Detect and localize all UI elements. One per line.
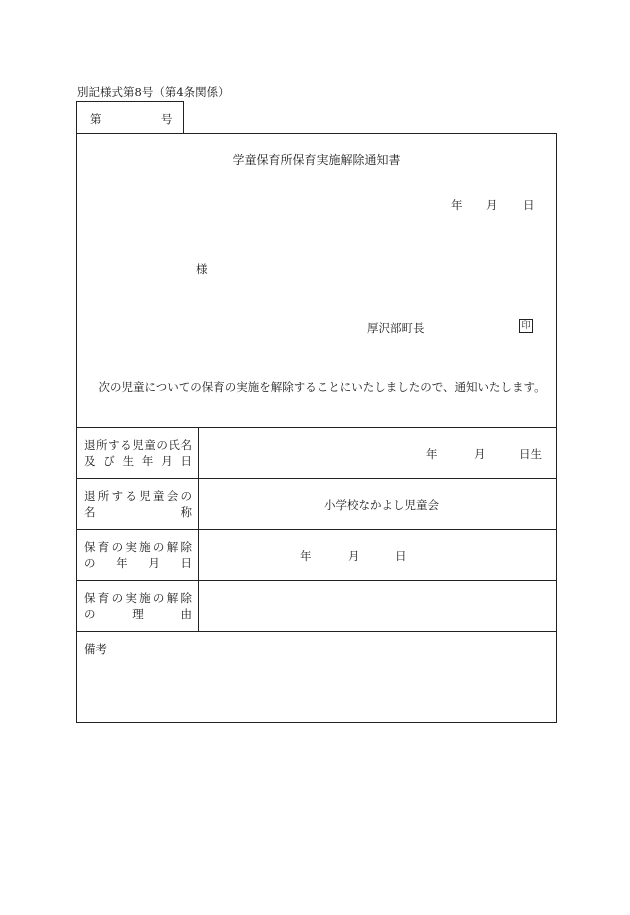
notice-form <box>76 133 557 723</box>
row-label-line2: 及び生年月日 <box>84 454 192 468</box>
row-label-line1: 退所する児童会の <box>84 489 192 503</box>
document-title: 学童保育所保育実施解除通知書 <box>232 153 401 167</box>
row-label-line2: の理由 <box>84 607 192 621</box>
row-label-line1: 保育の実施の解除 <box>84 540 192 554</box>
birth-month: 月 <box>474 447 486 461</box>
row-label <box>77 428 199 478</box>
table-row-child-name <box>77 427 556 478</box>
row-label-line1: 保育の実施の解除 <box>84 591 192 605</box>
release-day: 日 <box>395 549 407 563</box>
birthdate-field <box>199 428 556 478</box>
number-prefix: 第 <box>90 112 102 126</box>
seal-mark: 印 <box>519 319 533 333</box>
document-number-box <box>76 101 184 134</box>
table-row-release-date <box>77 529 556 580</box>
addressee-honorific: 様 <box>196 262 208 276</box>
release-year: 年 <box>300 549 312 563</box>
notice-body: 次の児童についての保育の実施を解除することにいたしましたので、通知いたします。 <box>98 380 546 394</box>
row-label <box>77 581 199 631</box>
release-reason-field <box>199 581 556 631</box>
date-month: 月 <box>486 198 498 212</box>
birth-year: 年 <box>426 447 438 461</box>
remarks-section <box>77 631 556 723</box>
date-year: 年 <box>451 198 463 212</box>
release-month: 月 <box>348 549 360 563</box>
row-label-line2: の年月日 <box>84 556 192 570</box>
date-day: 日 <box>523 198 535 212</box>
row-label-line2: 名称 <box>84 505 192 519</box>
club-name-value: 小学校なかよし児童会 <box>324 498 439 512</box>
table-row-club-name <box>77 478 556 529</box>
birth-day: 日生 <box>519 447 542 461</box>
details-table <box>77 427 556 723</box>
release-date-field <box>199 530 556 580</box>
table-row-release-reason <box>77 580 556 631</box>
row-label <box>77 530 199 580</box>
row-label <box>77 479 199 529</box>
form-reference: 別記様式第8号（第4条関係） <box>77 85 230 99</box>
row-label-line1: 退所する児童の氏名 <box>84 438 192 452</box>
number-suffix: 号 <box>161 112 173 126</box>
club-name-field <box>199 479 556 529</box>
remarks-label: 備考 <box>84 642 107 656</box>
issuer-name: 厚沢部町長 <box>367 321 425 335</box>
